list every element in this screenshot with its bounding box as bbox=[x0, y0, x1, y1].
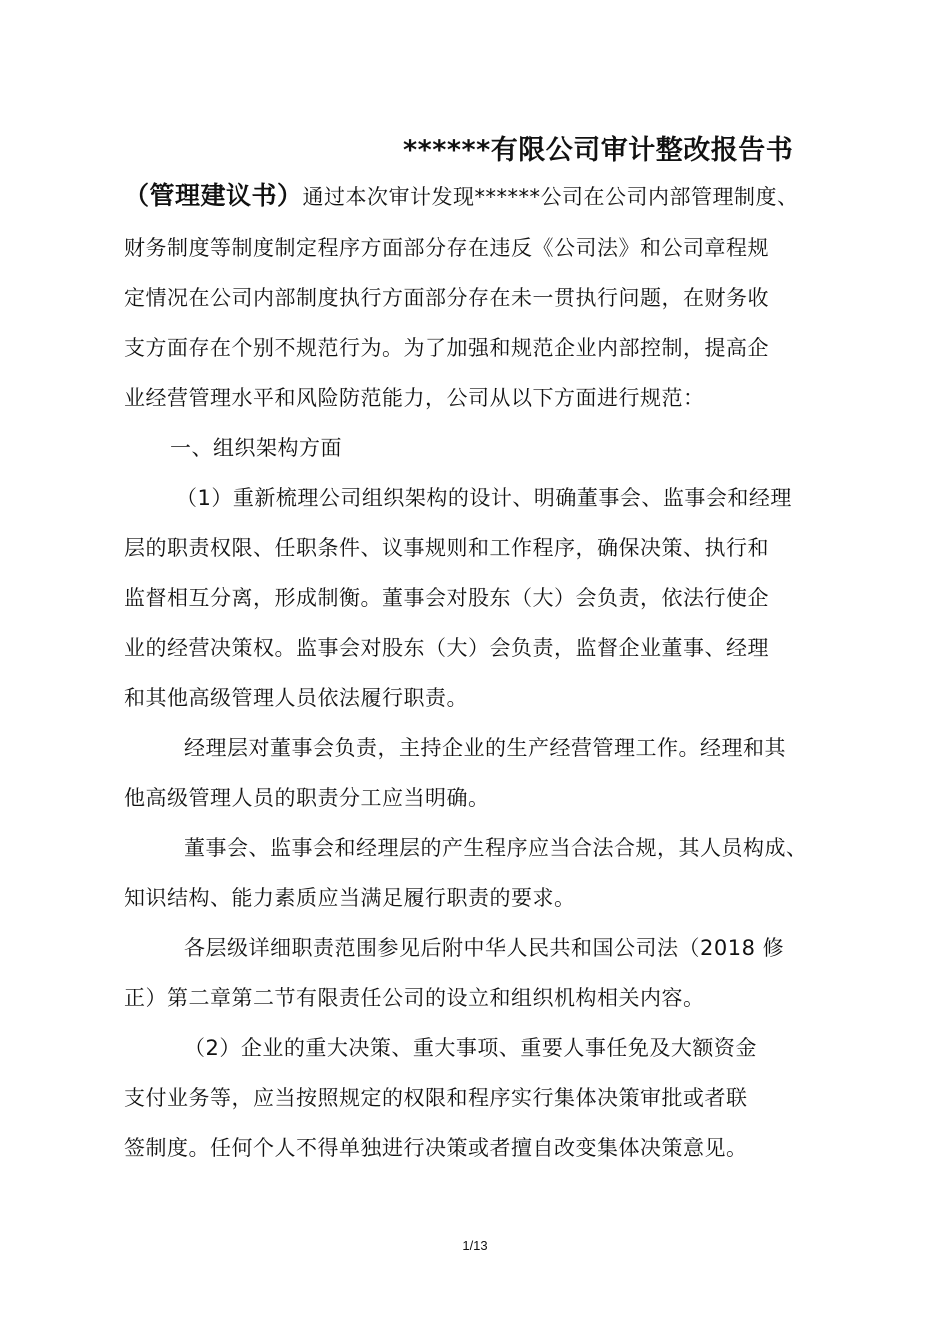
paragraph-line: 财务制度等制度制定程序方面部分存在违反《公司法》和公司章程规 bbox=[124, 236, 769, 260]
paragraph-line: 经理层对董事会负责，主持企业的生产经营管理工作。经理和其 bbox=[184, 736, 786, 760]
paragraph-line: 和其他高级管理人员依法履行职责。 bbox=[124, 686, 468, 710]
paragraph-line: 监督相互分离，形成制衡。董事会对股东（大）会负责，依法行使企 bbox=[124, 586, 769, 610]
paragraph-line: （2）企业的重大决策、重大事项、重要人事任免及大额资金 bbox=[184, 1036, 757, 1060]
paragraph-line: 层的职责权限、任职条件、议事规则和工作程序，确保决策、执行和 bbox=[124, 536, 769, 560]
paragraph-line: 业经营管理水平和风险防范能力，公司从以下方面进行规范： bbox=[124, 386, 705, 410]
paragraph-line: 支付业务等，应当按照规定的权限和程序实行集体决策审批或者联 bbox=[124, 1086, 748, 1110]
paragraph-line: 知识结构、能力素质应当满足履行职责的要求。 bbox=[124, 886, 576, 910]
document-title: ******有限公司审计整改报告书 bbox=[403, 135, 794, 166]
paragraph-line: 他高级管理人员的职责分工应当明确。 bbox=[124, 786, 490, 810]
page-number: 1/13 bbox=[462, 1238, 488, 1253]
paragraph-line: （1）重新梳理公司组织架构的设计、明确董事会、监事会和经理 bbox=[176, 486, 792, 510]
paragraph-line: 支方面存在个别不规范行为。为了加强和规范企业内部控制，提高企 bbox=[124, 336, 769, 360]
paragraph-line: 定情况在公司内部制度执行方面部分存在未一贯执行问题，在财务收 bbox=[124, 286, 769, 310]
intro-lead: （管理建议书） bbox=[124, 181, 303, 210]
paragraph-line: 正）第二章第二节有限责任公司的设立和组织机构相关内容。 bbox=[124, 986, 705, 1010]
section-heading: 一、组织架构方面 bbox=[170, 436, 342, 460]
paragraph-line: 董事会、监事会和经理层的产生程序应当合法合规，其人员构成、 bbox=[184, 836, 808, 860]
paragraph-line bbox=[124, 181, 799, 212]
paragraph-line: 业的经营决策权。监事会对股东（大）会负责，监督企业董事、经理 bbox=[124, 636, 769, 660]
intro-text: 通过本次审计发现******公司在公司内部管理制度、 bbox=[302, 185, 799, 209]
paragraph-line: 签制度。任何个人不得单独进行决策或者擅自改变集体决策意见。 bbox=[124, 1136, 748, 1160]
paragraph-line: 各层级详细职责范围参见后附中华人民共和国公司法（2018 修 bbox=[184, 936, 785, 960]
